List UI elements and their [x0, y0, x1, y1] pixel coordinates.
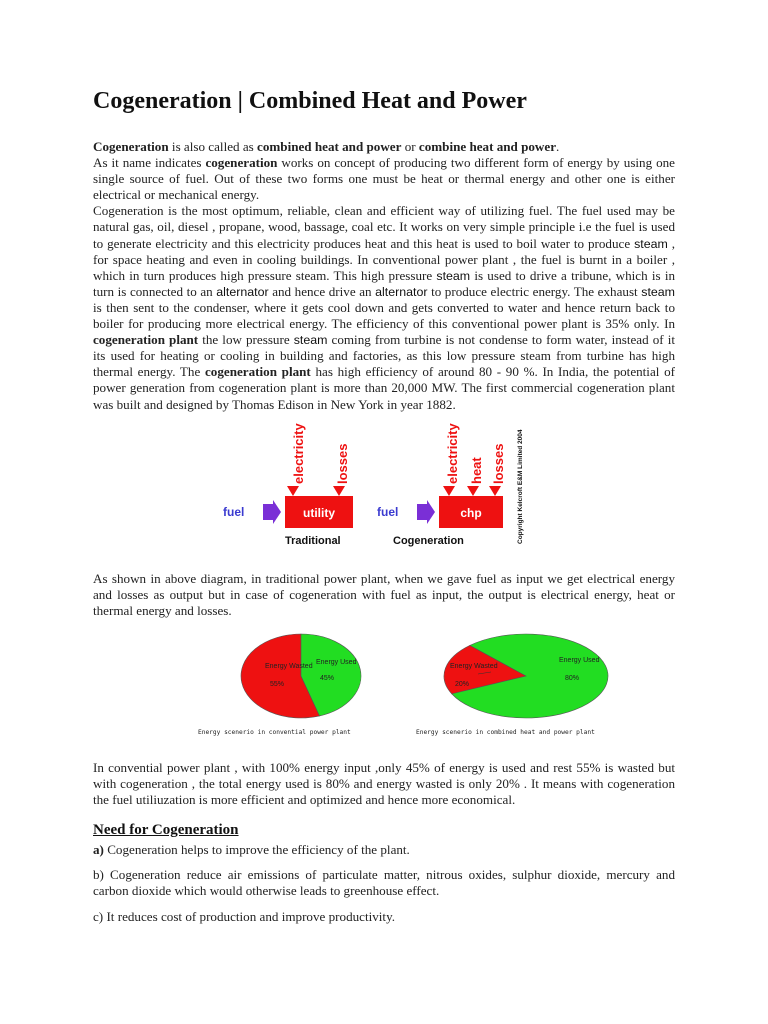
- name-paragraph: [93, 155, 675, 203]
- item-marker: a): [93, 842, 104, 857]
- pie-caption: Energy scenerio in combined heat and power plant: [416, 729, 595, 736]
- paragraph-text: works on concept of producing two different form of energy by using one single source of fuel. Out of these two forms one must be heat or thermal energy and other one is either electrical or mechanical energy.: [93, 155, 675, 203]
- paragraph-text: the low pressure: [198, 332, 294, 348]
- slice-value-wasted: 20%: [455, 681, 470, 688]
- pie-caption: Energy scenerio in convential power plant: [198, 729, 351, 736]
- electricity-arrow: [287, 486, 299, 496]
- link-alternator[interactable]: alternator: [216, 284, 269, 299]
- paragraph-text: and hence drive an: [268, 283, 376, 299]
- heat-label: heat: [469, 457, 484, 484]
- paragraph-text: Cogeneration is the most optimum, reliable, clean and efficient way of utilizing fuel. The fuel used may be natural gas, oil, diesel , propane, wood, bassage, coal etc. It works on very simple principle i.e the fuel is used to generate electricity and this electricity produces heat and this heat is used to boil water to produce: [93, 203, 675, 251]
- electricity-label: electricity: [445, 423, 460, 484]
- term-chp: combined heat and power: [257, 139, 402, 154]
- article-body: [93, 139, 675, 413]
- pie-charts: [196, 628, 666, 742]
- term-cogeneration-plant: cogeneration plant: [93, 332, 199, 348]
- heat-arrow: [467, 486, 479, 496]
- slice-label-wasted: Energy Wasted: [450, 663, 498, 670]
- electricity-label: electricity: [291, 423, 306, 484]
- intro-paragraph: [93, 139, 675, 155]
- link-steam[interactable]: steam: [436, 268, 471, 283]
- intro-text: .: [556, 139, 560, 154]
- fuel-arrow: [263, 500, 281, 524]
- cogeneration-caption: Cogeneration: [393, 535, 464, 547]
- paragraph-text: is used to drive a tribune, which is in turn is connected to an: [93, 267, 676, 299]
- need-item-b: b) Cogeneration reduce air emissions of particulate matter, nitrous oxides, sulphur dioxide, mercury and carbon dioxide which would otherwise leads to greenhouse effect.: [93, 867, 675, 899]
- diagram-paragraph: As shown in above diagram, in traditional power plant, when we gave fuel as input we get electrical energy and losses as output but in case of cogeneration with fuel as input, the output is electrical energy, heat or thermal energy and losses.: [93, 571, 675, 619]
- intro-text: is also called as: [168, 139, 258, 154]
- losses-arrow: [333, 486, 345, 496]
- main-paragraph: [93, 203, 675, 412]
- link-alternator[interactable]: alternator: [375, 284, 428, 299]
- slice-label-used: Energy Used: [316, 659, 357, 666]
- losses-arrow: [489, 486, 501, 496]
- link-steam[interactable]: steam: [293, 333, 328, 348]
- term-chp-alt: combine heat and power: [418, 139, 557, 154]
- slice-value-used: 45%: [320, 675, 335, 682]
- section-heading: Need for Cogeneration: [93, 822, 239, 838]
- paragraph-text: to produce electric energy. The exhaust: [427, 283, 642, 299]
- electricity-arrow: [443, 486, 455, 496]
- fuel-label: fuel: [377, 505, 399, 519]
- traditional-caption: Traditional: [285, 535, 341, 547]
- losses-label: losses: [335, 443, 350, 484]
- utility-label: utility: [303, 506, 335, 520]
- need-item-a: [93, 842, 410, 858]
- paragraph-text: coming from turbine is not condense to form water, instead of it its used for heating or cooling in building and factories, as this low pressure steam from turbine has high thermal energy. The: [93, 332, 675, 380]
- paragraph-text: has high efficiency of around 80 - 90 %. In India, the potential of power generation from cogeneration plant is more than 20,000 MW. The first commercial cogeneration plant was built and designed by Thomas Edison in New York in year 1882.: [93, 364, 675, 412]
- copyright-text: Copyright Kelcroft E&M Limited 2004: [517, 429, 524, 544]
- paragraph-text: As it name indicates: [93, 155, 206, 171]
- fuel-arrow: [417, 500, 435, 524]
- fuel-label: fuel: [223, 505, 245, 519]
- cogeneration-panel: [377, 423, 524, 547]
- pie-chart-conventional: [198, 634, 361, 736]
- item-text: Cogeneration helps to improve the efficiency of the plant.: [103, 842, 410, 857]
- losses-label: losses: [491, 443, 506, 484]
- pie-chart-chp: [416, 634, 608, 736]
- cogeneration-diagram: [213, 420, 543, 555]
- term-cogeneration-plant: cogeneration plant: [204, 364, 311, 380]
- term-cogeneration: cogeneration: [205, 155, 278, 171]
- paragraph-text: is then sent to the condenser, where it gets cool down and gets converted to water and hence return back to boiler for producing more electrical energy. The efficiency of this conventional power plant is 35% only. In: [93, 299, 675, 332]
- link-steam[interactable]: steam: [641, 284, 675, 299]
- comparison-paragraph: In convential power plant , with 100% energy input ,only 45% of energy is used and rest 55% is wasted but with cogeneration , the total energy used is 80% and energy wasted is only 20% . It means with cogeneration the fuel utiliuzation is more efficient and optimized and hence more economical.: [93, 760, 675, 808]
- paragraph-text: , for space heating and even in cooling buildings. In conventional power plant , the fuel is burnt in a boiler , which in turn produces high pressure steam. This high pressure: [93, 235, 676, 283]
- page-title: Cogeneration | Combined Heat and Power: [93, 88, 527, 114]
- traditional-panel: [223, 423, 353, 547]
- link-steam[interactable]: steam: [634, 236, 668, 251]
- intro-text: or: [401, 139, 419, 154]
- slice-label-wasted: Energy Wasted: [265, 663, 313, 670]
- slice-label-used: Energy Used: [559, 657, 600, 664]
- need-item-c: c) It reduces cost of production and improve productivity.: [93, 909, 396, 924]
- slice-value-used: 80%: [565, 675, 580, 682]
- slice-value-wasted: 55%: [270, 681, 285, 688]
- chp-label: chp: [460, 506, 482, 520]
- term-cogeneration: Cogeneration: [93, 139, 169, 154]
